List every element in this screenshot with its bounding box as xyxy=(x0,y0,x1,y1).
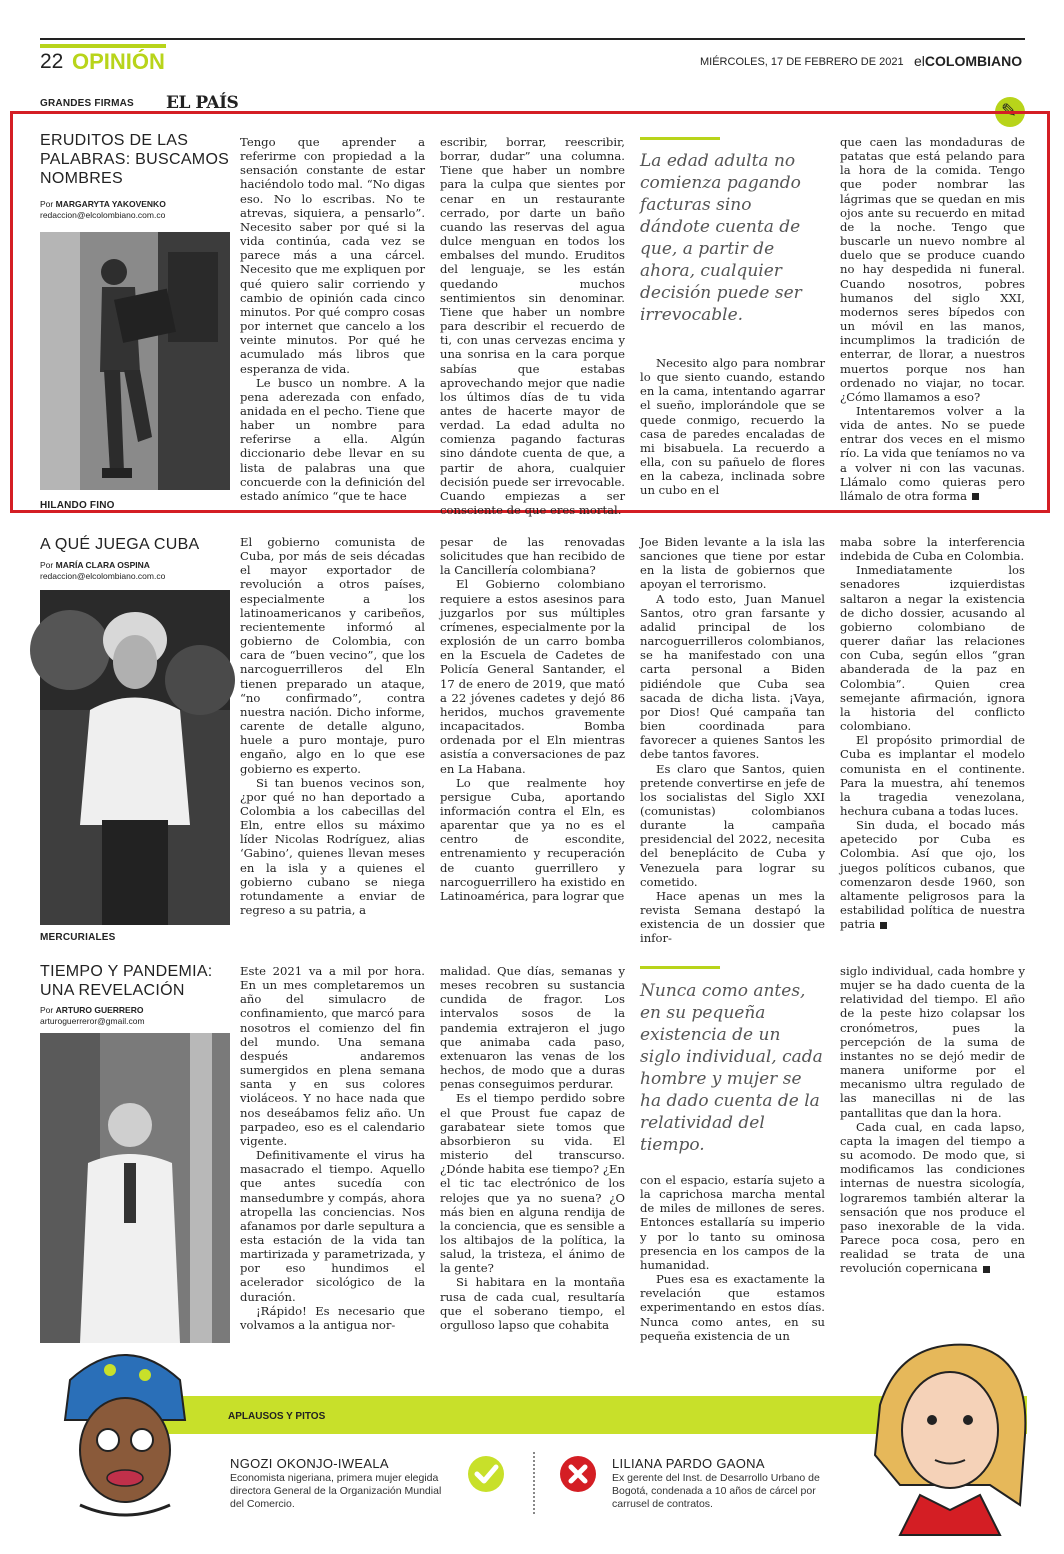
byline-prefix: Por xyxy=(40,1005,54,1015)
article3-title: TIEMPO Y PANDEMIA: UNA REVELACIÓN xyxy=(40,963,213,999)
paragraph: Joe Biden levante a la isla las sanciones que tiene por estar en la lista de gobiernos que apoyan el terrorismo. xyxy=(640,535,825,592)
section-accent-bar xyxy=(40,44,166,48)
pitos-description: Ex gerente del Inst. de Desarrollo Urbano de Bogotá, condenada a 10 años de cárcel por carrusel de contratos. xyxy=(612,1472,820,1510)
paragraph: El Gobierno colombiano requiere a estos asesinos para juzgarlos por sus múltiples crímenes, especialmente por la explosión de un carro bomba en la Escuela de Cadetes de Policía General Santander, el 17 de enero de 2019, que mató a 22 jóvenes cadetes y dejó 86 heridos, muchos gravemente incapacitados. Bomba ordenada por el Eln mientras asistía a conversaciones de paz en La Habana. xyxy=(440,577,625,776)
logo-prefix: el xyxy=(914,53,925,69)
author-email: redaccion@elcolombiano.com.co xyxy=(40,571,166,581)
author-email: arturoguerreror@gmail.com xyxy=(40,1016,145,1026)
top-rule xyxy=(40,38,1025,40)
paragraph-text: Intentaremos volver a la vida de antes. No se puede entrar dos veces en el mismo río. La vida que teníamos no va a volver ni con las vacunas. Llámalo como quieras pero llámalo de otra forma xyxy=(840,403,1025,503)
article2-column-4 xyxy=(840,535,1025,932)
paragraph: Tengo que aprender a referirme con propiedad a la sensación constante de estar haciéndolo todo mal. “No digas eso. No lo escribas. No te atrevas, siquiera, a pensarlo”. Necesito saber por qué si la vida continúa, cada vez se parece más a una cárcel. Necesito que me expliquen por qué quiero salir corriendo y cambio de opinión cada cinco minutos. Por qué compro cosas por internet que cancelo a los veinte minutos. Por qué he acumulado más libros que esperanza de vida. xyxy=(240,135,425,376)
paragraph: maba sobre la interferencia indebida de Cuba en Colombia. xyxy=(840,535,1025,564)
article2-column-3 xyxy=(640,535,825,946)
article3-column-1 xyxy=(240,964,425,1349)
paragraph xyxy=(840,1120,1025,1276)
paragraph: que caen las mondaduras de patatas que está pelando para la hora de la comida. Tengo que poder nombrar las lágrimas que se quedan en mis ojos ante su recuerdo en mitad de la noche. Tengo que buscarle un nuevo nombre al duelo que se produce cuando no hay despedida ni funeral. Cuando nosotros, pobres humanos del siglo XXI, modernos seres bípedos con un móvil en las manos, incumplimos la tradición de enterrar, de llorar, a nuestros muertos porque nos han ordenado no viajar, no tocar. ¿Cómo llamamos a eso? xyxy=(840,135,1025,404)
paragraph-text: Cada cual, en cada lapso, capta la imagen del tiempo a su acomodo. De modo que, si modificamos las condiciones internas de nuestra sicología, lograremos también alterar la sensación que nos produce el paso inexorable de la vida. Parece poca cosa, pero en realidad se trata de una revolución copernicana xyxy=(840,1119,1025,1276)
paragraph: Es el tiempo perdido sobre el que Proust fue capaz de garabatear siete tomos que absorbieron su vida. El misterio del transcurso. ¿Dónde habita ese tiempo? ¿En el tic tac electrónico de los relojes que ya no suena? ¿O más bien en alguna rendija de la conciencia, que es sensible a los altibajos de la política, la salud, la tristeza, el ánimo de la gente? xyxy=(440,1091,625,1276)
quote-accent-bar xyxy=(640,137,720,140)
section-title: OPINIÓN xyxy=(72,49,165,74)
article2-kicker: HILANDO FINO xyxy=(40,500,115,511)
paragraph: Si tan buenos vecinos son, ¿por qué no han deportado a Colombia a los cabecillas del Eln, entre ellos su máximo líder Nicolas Rodríguez, alias ‘Gabino’, quienes llevan meses en la isla y a quienes el gobierno cubano se niega rotundamente a enviar de regreso a su patria, a xyxy=(240,775,425,918)
author-name: ARTURO GUERRERO xyxy=(55,1005,144,1015)
el-pais-logo: EL PAÍS xyxy=(166,93,239,113)
author-name: MARGARYTA YAKOVENKO xyxy=(55,199,166,209)
end-mark xyxy=(880,922,887,929)
paragraph: Es claro que Santos, quien pretende convertirse en jefe de los socialistas del Siglo XXI (comunistas) colombianos durante la campaña presidencial del 2022, necesita del beneplácito de Cuba y Venezuela para lograr su cometido. xyxy=(640,761,825,889)
check-icon xyxy=(468,1456,504,1492)
applause-label: APLAUSOS Y PITOS xyxy=(228,1411,326,1422)
article3-column-2 xyxy=(440,964,625,1349)
paragraph: Le busco un nombre. A la pena aderezada con enfado, anidada en el pecho. Tiene que haber un nombre para referirse a ella. Algún diccionario debe llevar en su lista de palabras una que concuerde con la definición del estado anímico “que te hace xyxy=(240,375,425,503)
paragraph: con el espacio, estaría sujeto a la caprichosa marcha mental de miles de millones de seres. Entonces estallaría su imperio y por lo tanto su ominosa presencia en los campos de la humanidad. xyxy=(640,1173,825,1272)
end-mark xyxy=(972,493,979,500)
article1-column-1 xyxy=(240,135,425,503)
applause-name: NGOZI OKONJO-IWEALA xyxy=(230,1456,389,1471)
paragraph: Hace apenas un mes la revista Semana destapó la existencia de un dossier que infor- xyxy=(640,888,825,946)
paragraph: escribir, borrar, reescribir, borrar, dudar” una columna. Tiene que haber un nombre para la culpa que sientes por cenar en un restaurante cerrado, por darte un baño cuando las reservas del agua dulce menguan en todos los embalses del mundo. Eruditos del lenguaje, se les están quedando muchos sentimientos sin denominar. Tiene que haber un nombre para describir el recuerdo de ti, con unas cervezas encima y una sonrisa en la cara porque sabías que estabas aprovechando mejor que nadie los últimos días de tu vida antes de hacerte mayor de verdad. La edad adulta no comienza pagando facturas sino dándote cuenta de que, a partir de ahora, cualquier decisión puede ser irrevocable. Cuando empiezas a ser consciente de que eres mortal. xyxy=(440,135,625,518)
author-photo-statue xyxy=(40,232,230,490)
paragraph-text: Sin duda, el bocado más apetecido por Cuba es Colombia. Así que ojo, los juegos políticos cubanos, que comenzaron desde 1960, son altamente peligrosos para la estabilidad política de nuestra patria xyxy=(840,818,1025,932)
page-number: 22 xyxy=(40,50,64,73)
article3-kicker: MERCURIALES xyxy=(40,932,116,943)
article2-column-1 xyxy=(240,535,425,932)
article1-kicker: GRANDES FIRMAS xyxy=(40,98,134,109)
article1-byline xyxy=(40,199,235,221)
author-name: MARÍA CLARA OSPINA xyxy=(55,560,150,570)
article2-title: A QUÉ JUEGA CUBA xyxy=(40,536,200,553)
quote-accent-bar xyxy=(640,966,720,969)
author-email: redaccion@elcolombiano.com.co xyxy=(40,210,166,220)
author-photo xyxy=(40,1033,230,1343)
applause-description: Economista nigeriana, primera mujer elegida directora General de la Organización Mundial del Comercio. xyxy=(230,1472,442,1510)
paragraph: malidad. Que días, semanas y meses recobren su sustancia cundida de fragor. Los intervalos sosos de la pandemia extrajeron el jugo que animaba cada paso, extenuaron las venas de los hechos, de modo que a duras penas conseguimos perdurar. xyxy=(440,964,625,1092)
paragraph: Definitivamente el virus ha masacrado el tiempo. Aquello que antes sucedía con mansedumbre y compás, ahora atropella las conciencias. Nos afanamos por darle sepultura a esta estación de la vida tan martirizada y parametrizada, y por eso hundimos el acelerador sicológico de la duración. xyxy=(240,1148,425,1304)
issue-date: MIÉRCOLES, 17 DE FEBRERO DE 2021 xyxy=(700,56,904,68)
article1-title: ERUDITOS DE LAS PALABRAS: BUSCAMOS NOMBRES xyxy=(40,132,230,187)
article3-column-4 xyxy=(840,964,1025,1349)
caricature-left xyxy=(50,1340,200,1520)
byline-prefix: Por xyxy=(40,560,54,570)
paragraph: El gobierno comunista de Cuba, por más de seis décadas el mayor exportador de revolución a otros países, especialmente a los latinoamericanos y caribeños, recientemente informó al gobierno de Colombia, con cara de “buen vecino”, que los narcoguerrilleros del Eln tienen preparado un ataque, “no confirmado”, contra nuestra nación. Dicho informe, carente de detalle alguno, huele a puro montaje, puro engaño, algo en lo que ese gobierno es experto. xyxy=(240,535,425,776)
logo-name: COLOMBIANO xyxy=(924,53,1023,69)
pen-icon: ✎ xyxy=(995,97,1025,127)
paragraph: Pues esa es exactamente la revelación que estamos experimentando en estos días. Nunca como antes, en su pequeña existencia de un xyxy=(640,1272,825,1343)
article1-column-4 xyxy=(840,135,1025,503)
paragraph: Lo que realmente hoy persigue Cuba, aportando información contra el Eln, es aparentar que ya no es el centro de escondite, entrenamiento y recuperación de cuanto guerrillero y narcoguerrillero ha existido en Latinoamérica, para lograr que xyxy=(440,775,625,903)
divider xyxy=(533,1452,536,1514)
article2-byline xyxy=(40,560,235,582)
cross-icon xyxy=(560,1456,596,1492)
pitos-name: LILIANA PARDO GAONA xyxy=(612,1456,765,1471)
article1-column-2 xyxy=(440,135,625,518)
article3-byline xyxy=(40,1005,235,1027)
article1-column-3 xyxy=(640,356,825,498)
paragraph: ¡Rápido! Es necesario que volvamos a la antigua nor- xyxy=(240,1303,425,1332)
article2-column-2 xyxy=(440,535,625,932)
end-mark xyxy=(983,1266,990,1273)
paragraph: A todo esto, Juan Manuel Santos, otro gran farsante y adalid principal de los narcoguerrilleros colombianos, se ha manifestado con una carta personal a Biden pidiéndole que Cuba sea sacada de dicha lista. ¡Vaya, por Dios! Qué campaña tan bien coordinada para favorecer a quienes Santos les debe tantos favores. xyxy=(640,591,825,762)
article3-pull-quote: Nunca como antes, en su pequeña existencia de un siglo individual, cada hombre y mujer se ha dado cuenta de la relatividad del tiempo. xyxy=(640,981,823,1155)
article1-pull-quote: La edad adulta no comienza pagando facturas sino dándote cuenta de que, a partir de ahora, cualquier decisión puede ser irrevocable. xyxy=(640,151,802,325)
paragraph: Inmediatamente los senadores izquierdistas saltaron a negar la existencia de dicho dossier, acusando al gobierno colombiano de querer dañar las relaciones con Cuba, según ellos “gran abanderada de la paz en Colombia”. Quien crea semejante afirmación, ignora la historia del conflicto colombiano. xyxy=(840,563,1025,734)
newspaper-logo xyxy=(914,53,1022,69)
paragraph xyxy=(840,404,1025,503)
caricature-right xyxy=(860,1335,1040,1535)
paragraph: El propósito primordial de Cuba es implantar el modelo comunista en el continente. Para la muestra, ahí tenemos la tragedia venezolana, hechura cubana a todas luces. xyxy=(840,733,1025,818)
paragraph: Este 2021 va a mil por hora. En un mes completaremos un año del simulacro de confinamiento, que marcó para nosotros el comienzo del fin del mundo. Una semana después andaremos sumergidos en plena semana santa y en sus colores violáceos. Y no hace nada que nos deseábamos feliz año. Un parpadeo, eso es el calendario vigente. xyxy=(240,964,425,1148)
byline-prefix: Por xyxy=(40,199,54,209)
paragraph xyxy=(840,818,1025,931)
paragraph: Si habitara en la montaña rusa de cada cual, resultaría que el soberano tiempo, el orgulloso lapso que cohabita xyxy=(440,1275,625,1332)
paragraph: Necesito algo para nombrar lo que siento cuando, estando en la cama, intentando agarrar el sueño, implorándole que se quede conmigo, recuerdo la casa de paredes encaladas de mi bisabuela. La recuerdo a ella, con su pañuelo de flores en la cabeza, inclinada sobre un cubo en el xyxy=(640,356,825,498)
article3-column-3 xyxy=(640,1173,825,1349)
paragraph: siglo individual, cada hombre y mujer se ha dado cuenta de la relatividad del tiempo. El año de la peste hizo colapsar los cronómetros, pues la percepción de la suma de instantes no se dejó medir de manera uniforme por el mecanismo ultra regulado de las manecillas ni de las pantallitas que dan la hora. xyxy=(840,964,1025,1120)
author-photo xyxy=(40,590,230,925)
paragraph: pesar de las renovadas solicitudes que han recibido de la Cancillería colombiana? xyxy=(440,535,625,578)
